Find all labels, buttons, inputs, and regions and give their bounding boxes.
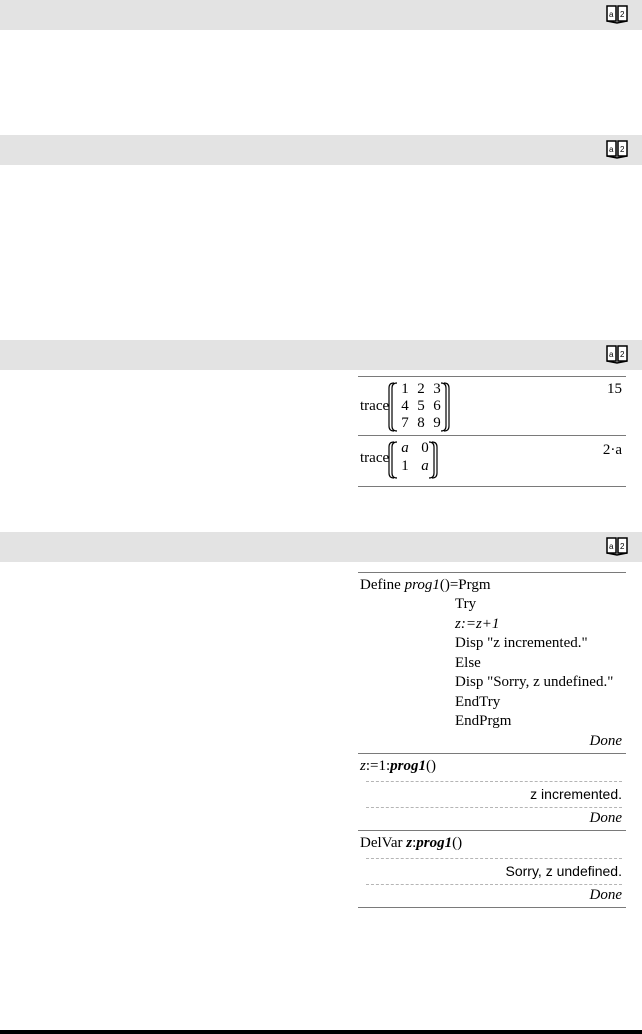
svg-text:2: 2 bbox=[620, 350, 625, 359]
output-text: Sorry, z undefined. bbox=[505, 863, 622, 879]
catalog-book-icon bbox=[606, 139, 628, 159]
run2-input bbox=[360, 834, 462, 854]
svg-text:a: a bbox=[609, 350, 614, 359]
matrix-cell: 7 bbox=[401, 415, 409, 431]
result-value: Done bbox=[589, 887, 622, 903]
trace-entry-3x3 bbox=[358, 376, 626, 435]
variable-name: z bbox=[406, 835, 413, 851]
section-header-bar bbox=[0, 340, 642, 370]
matrix-cell: 9 bbox=[433, 415, 441, 431]
colon: : bbox=[412, 835, 417, 851]
result-value: Done bbox=[589, 733, 622, 749]
code-line: Disp "z incremented." bbox=[455, 635, 588, 651]
section-header-bar bbox=[0, 532, 642, 562]
code-line: EndPrgm bbox=[455, 713, 512, 729]
separator bbox=[366, 858, 622, 859]
svg-text:2: 2 bbox=[620, 542, 625, 551]
matrix-cell: 4 bbox=[401, 398, 409, 414]
matrix-cell: a bbox=[421, 458, 429, 474]
assign-text: :=1: bbox=[365, 758, 391, 774]
delvar-keyword: DelVar bbox=[360, 835, 407, 851]
code-line: z:=z+1 bbox=[455, 615, 500, 632]
section-header-bar bbox=[0, 135, 642, 165]
result-value: 2·a bbox=[602, 442, 622, 458]
catalog-book-icon bbox=[606, 536, 628, 556]
code-line: Disp "Sorry, z undefined." bbox=[455, 674, 614, 690]
code-line: Try bbox=[455, 596, 477, 612]
separator bbox=[366, 884, 622, 885]
catalog-book-icon bbox=[606, 4, 628, 24]
catalog-book-icon bbox=[606, 344, 628, 364]
matrix-cell: 8 bbox=[417, 415, 425, 431]
run1-input bbox=[360, 757, 436, 777]
matrix-cell: 1 bbox=[401, 381, 409, 397]
define-keyword: Define bbox=[360, 577, 405, 593]
try-example-panel bbox=[358, 572, 626, 908]
function-name: trace bbox=[360, 398, 390, 414]
separator bbox=[366, 807, 622, 808]
panel-bottom-rule bbox=[358, 486, 626, 487]
function-name: trace bbox=[360, 450, 390, 466]
define-line bbox=[360, 576, 491, 596]
program-parens: () bbox=[439, 577, 450, 593]
page-bottom-rule bbox=[0, 1030, 642, 1034]
run2-entry bbox=[358, 830, 626, 907]
svg-text:a: a bbox=[609, 542, 614, 551]
trace-example-panel bbox=[358, 376, 626, 487]
svg-text:2: 2 bbox=[620, 145, 625, 154]
matrix-brackets bbox=[388, 440, 440, 480]
matrix-cell: 2 bbox=[417, 381, 425, 397]
output-text: z incremented. bbox=[530, 786, 622, 802]
matrix-cell: 6 bbox=[433, 398, 441, 414]
variable-name: z bbox=[360, 758, 366, 774]
svg-text:2: 2 bbox=[620, 10, 625, 19]
matrix-cell: 5 bbox=[417, 398, 425, 414]
program-call: prog1 bbox=[416, 835, 453, 851]
panel-bottom-rule bbox=[358, 907, 626, 908]
program-body bbox=[455, 595, 613, 732]
program-name: prog1 bbox=[404, 577, 440, 593]
matrix-cell: 3 bbox=[433, 381, 441, 397]
matrix-cell: 1 bbox=[401, 458, 409, 474]
define-rest: =Prgm bbox=[449, 577, 491, 593]
section-header-bar bbox=[0, 0, 642, 30]
result-value: Done bbox=[589, 810, 622, 826]
define-entry bbox=[358, 572, 626, 753]
matrix-cell: a bbox=[401, 440, 409, 456]
code-line: Else bbox=[455, 654, 481, 671]
program-parens: () bbox=[425, 758, 436, 774]
trace-entry-2x2 bbox=[358, 435, 626, 486]
matrix-cell: 0 bbox=[421, 440, 429, 456]
code-line: EndTry bbox=[455, 693, 501, 710]
result-value: 15 bbox=[607, 381, 622, 397]
run1-entry bbox=[358, 753, 626, 830]
program-call: prog1 bbox=[390, 758, 426, 774]
program-parens: () bbox=[452, 835, 463, 851]
svg-text:a: a bbox=[609, 10, 614, 19]
svg-text:a: a bbox=[609, 145, 614, 154]
separator bbox=[366, 781, 622, 782]
